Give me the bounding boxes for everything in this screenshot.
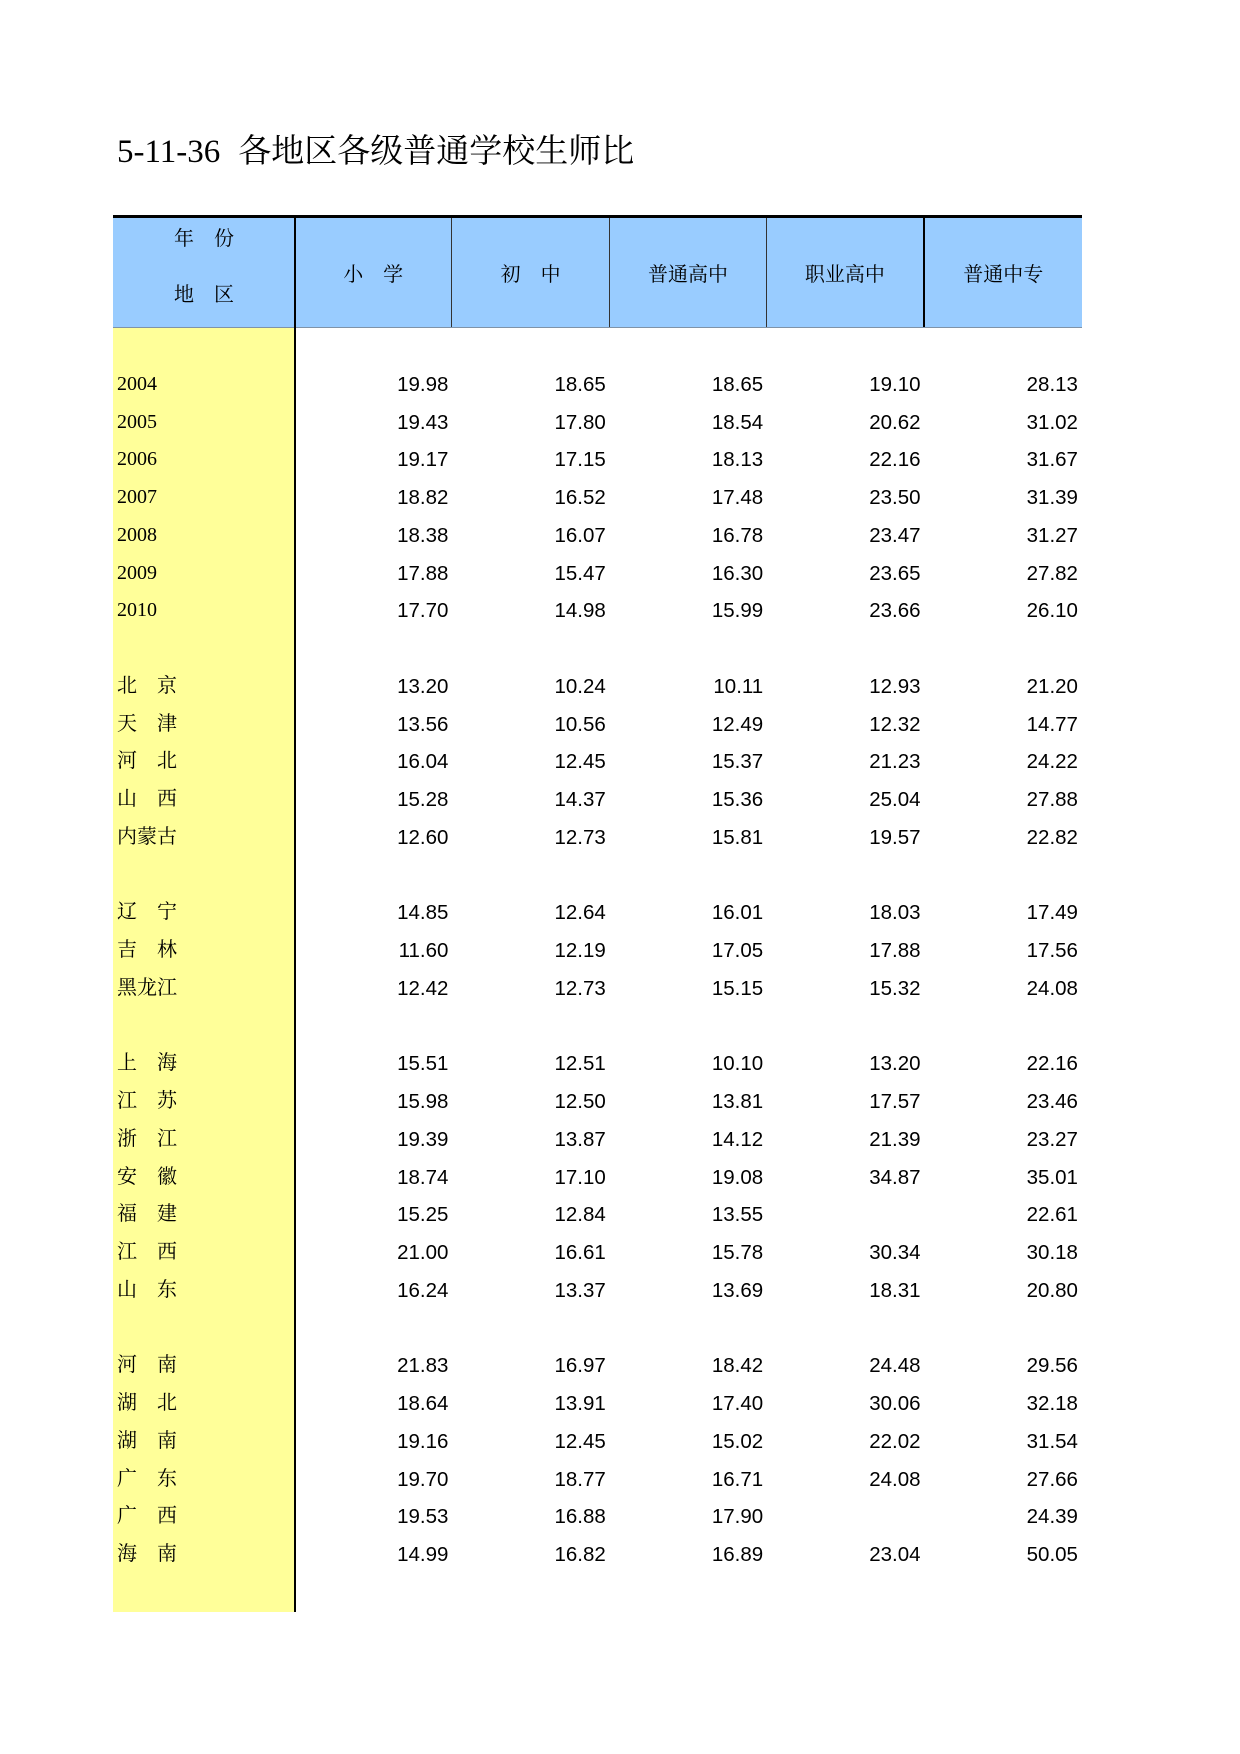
value-cell-regular-secondary-specialized: 23.27 xyxy=(1026,1127,1078,1151)
empty-cell xyxy=(925,1310,1082,1348)
value-cell-vocational-senior-high: 23.65 xyxy=(869,561,921,585)
empty-cell xyxy=(295,1574,452,1612)
table-row xyxy=(113,1083,1082,1121)
table-row xyxy=(113,1423,1082,1461)
value-cell-vocational-senior-high: 24.08 xyxy=(869,1467,921,1491)
value-cell-vocational-senior-high: 23.50 xyxy=(869,486,921,509)
value-cell-junior-middle: 14.98 xyxy=(554,599,606,623)
value-cell-regular-senior-high: 15.81 xyxy=(711,825,764,849)
empty-cell xyxy=(610,1574,767,1612)
table-row xyxy=(113,706,1082,744)
value-cell-regular-secondary-specialized: 29.56 xyxy=(1026,1354,1078,1378)
value-cell-primary-school: 21.00 xyxy=(397,1241,449,1264)
value-cell-junior-middle: 16.61 xyxy=(554,1241,606,1264)
table-row xyxy=(113,1536,1082,1574)
table-row xyxy=(113,441,1082,479)
empty-cell xyxy=(610,857,767,895)
row-label: 湖 北 xyxy=(113,1385,295,1423)
table-row xyxy=(113,366,1082,404)
value-cell-junior-middle: 18.65 xyxy=(554,372,606,396)
value-cell-primary-school: 18.82 xyxy=(397,486,449,509)
empty-cell xyxy=(452,1574,609,1612)
empty-cell xyxy=(295,630,452,668)
value-cell-regular-secondary-specialized: 35.01 xyxy=(1026,1165,1078,1189)
label-column-divider xyxy=(294,215,296,1612)
value-cell-primary-school: 19.70 xyxy=(397,1467,449,1491)
value-cell-junior-middle: 12.45 xyxy=(554,750,606,774)
empty-cell xyxy=(767,328,924,366)
value-cell-primary-school: 15.51 xyxy=(397,1052,449,1076)
row-label: 河 北 xyxy=(113,743,295,781)
value-cell-junior-middle: 13.37 xyxy=(554,1278,606,1302)
table-row xyxy=(113,970,1082,1008)
value-cell-regular-senior-high: 16.30 xyxy=(711,561,764,585)
table-row xyxy=(113,1045,1082,1083)
value-cell-regular-senior-high: 17.90 xyxy=(711,1505,764,1529)
empty-cell xyxy=(295,328,452,366)
value-cell-vocational-senior-high: 18.31 xyxy=(869,1278,921,1302)
value-cell-primary-school: 15.98 xyxy=(397,1090,449,1113)
value-cell-regular-secondary-specialized: 27.82 xyxy=(1026,561,1078,585)
row-label: 江 苏 xyxy=(113,1083,295,1121)
table-row xyxy=(113,932,1082,970)
header-region-label: 地 区 xyxy=(174,284,234,306)
row-label-cell-empty xyxy=(113,857,295,895)
row-label: 山 东 xyxy=(113,1272,295,1310)
table-number: 5-11-36 xyxy=(117,134,221,170)
empty-cell xyxy=(452,328,609,366)
value-cell-vocational-senior-high: 30.06 xyxy=(869,1392,921,1415)
value-cell-regular-secondary-specialized: 17.56 xyxy=(1026,939,1078,962)
value-cell-junior-middle: 10.56 xyxy=(554,712,606,736)
value-cell-primary-school: 16.04 xyxy=(397,750,449,774)
value-cell-junior-middle: 17.10 xyxy=(554,1165,606,1189)
value-cell-regular-secondary-specialized: 23.46 xyxy=(1026,1090,1078,1113)
value-cell-primary-school: 15.25 xyxy=(397,1203,449,1227)
value-cell-vocational-senior-high: 22.16 xyxy=(869,448,921,472)
row-label: 吉 林 xyxy=(113,932,295,970)
value-cell-regular-secondary-specialized: 26.10 xyxy=(1026,599,1078,623)
row-label: 2005 xyxy=(113,404,295,442)
value-cell-junior-middle: 10.24 xyxy=(554,674,606,698)
table-row xyxy=(113,1196,1082,1234)
value-cell-vocational-senior-high: 21.23 xyxy=(869,750,921,774)
value-cell-regular-secondary-specialized: 31.02 xyxy=(1026,410,1078,434)
value-cell-primary-school: 19.43 xyxy=(397,410,449,434)
value-cell-junior-middle: 16.52 xyxy=(554,486,606,509)
header-corner-cell xyxy=(113,218,295,327)
value-cell-junior-middle: 14.37 xyxy=(554,788,606,811)
value-cell-regular-senior-high: 18.42 xyxy=(711,1354,764,1378)
table-row xyxy=(113,894,1082,932)
table-row xyxy=(113,1234,1082,1272)
value-cell-primary-school: 16.24 xyxy=(397,1278,449,1302)
value-cell-regular-senior-high: 12.49 xyxy=(711,712,764,736)
value-cell-vocational-senior-high xyxy=(767,1498,924,1536)
value-cell-regular-secondary-specialized: 31.27 xyxy=(1026,523,1078,547)
row-label-cell-empty xyxy=(113,1008,295,1046)
value-cell-junior-middle: 17.80 xyxy=(554,410,606,434)
value-cell-primary-school: 13.20 xyxy=(397,674,449,698)
value-cell-vocational-senior-high: 24.48 xyxy=(869,1354,921,1378)
table-row xyxy=(113,1121,1082,1159)
row-label-cell-empty xyxy=(113,1574,295,1612)
value-cell-primary-school: 11.60 xyxy=(398,939,449,962)
value-cell-regular-senior-high: 13.69 xyxy=(711,1278,764,1302)
row-label: 2007 xyxy=(113,479,295,517)
table-title: 各地区各级普通学校生师比 xyxy=(238,134,635,170)
value-cell-regular-senior-high: 17.05 xyxy=(711,939,764,962)
value-cell-regular-secondary-specialized: 28.13 xyxy=(1026,372,1078,396)
value-cell-regular-senior-high: 17.48 xyxy=(711,486,764,509)
row-label: 2008 xyxy=(113,517,295,555)
value-cell-regular-senior-high: 15.78 xyxy=(711,1241,764,1264)
value-cell-junior-middle: 18.77 xyxy=(554,1467,606,1491)
row-label: 福 建 xyxy=(113,1196,295,1234)
row-label: 广 东 xyxy=(113,1461,295,1499)
empty-cell xyxy=(610,1310,767,1348)
row-label: 北 京 xyxy=(113,668,295,706)
value-cell-junior-middle: 17.15 xyxy=(554,448,606,472)
value-cell-regular-senior-high: 15.15 xyxy=(711,976,764,1000)
empty-cell xyxy=(295,1008,452,1046)
value-cell-regular-secondary-specialized: 32.18 xyxy=(1026,1392,1078,1415)
table-row xyxy=(113,819,1082,857)
empty-cell xyxy=(452,1008,609,1046)
value-cell-vocational-senior-high: 12.32 xyxy=(869,712,921,736)
value-cell-primary-school: 18.64 xyxy=(397,1392,449,1415)
empty-cell xyxy=(767,1574,924,1612)
value-cell-regular-senior-high: 18.65 xyxy=(711,372,764,396)
table-row xyxy=(113,517,1082,555)
row-label: 湖 南 xyxy=(113,1423,295,1461)
table-row xyxy=(113,668,1082,706)
header-regular-senior-high: 普通高中 xyxy=(610,218,767,327)
empty-cell xyxy=(925,857,1082,895)
value-cell-regular-senior-high: 18.54 xyxy=(711,410,764,434)
value-cell-primary-school: 18.74 xyxy=(397,1165,449,1189)
header-regular-secondary-specialized: 普通中专 xyxy=(963,264,1044,286)
value-cell-junior-middle: 12.50 xyxy=(554,1090,606,1113)
value-cell-regular-secondary-specialized: 22.16 xyxy=(1026,1052,1078,1076)
value-cell-primary-school: 12.42 xyxy=(397,976,449,1000)
value-cell-regular-secondary-specialized: 24.08 xyxy=(1026,976,1078,1000)
row-label: 天 津 xyxy=(113,706,295,744)
value-cell-vocational-senior-high: 17.88 xyxy=(869,939,921,962)
empty-cell xyxy=(767,630,924,668)
value-cell-junior-middle: 12.45 xyxy=(554,1429,606,1453)
row-label: 辽 宁 xyxy=(113,894,295,932)
value-cell-regular-senior-high: 15.36 xyxy=(711,788,764,811)
value-cell-vocational-senior-high: 25.04 xyxy=(869,788,921,811)
value-cell-junior-middle: 12.51 xyxy=(554,1052,606,1076)
empty-cell xyxy=(767,1008,924,1046)
table-row xyxy=(113,1272,1082,1310)
value-cell-regular-senior-high: 16.01 xyxy=(711,901,764,925)
value-cell-vocational-senior-high: 23.47 xyxy=(869,523,921,547)
spacer-row xyxy=(113,328,1082,366)
value-cell-junior-middle: 13.91 xyxy=(554,1392,606,1415)
value-cell-regular-secondary-specialized: 24.39 xyxy=(1026,1505,1078,1529)
table-header xyxy=(113,218,1082,328)
value-cell-regular-senior-high: 10.10 xyxy=(711,1052,764,1076)
empty-cell xyxy=(610,328,767,366)
value-cell-regular-secondary-specialized: 22.82 xyxy=(1026,825,1078,849)
spacer-row xyxy=(113,1310,1082,1348)
table-row xyxy=(113,1385,1082,1423)
value-cell-regular-secondary-specialized: 22.61 xyxy=(1026,1203,1078,1227)
value-cell-regular-secondary-specialized: 27.88 xyxy=(1026,788,1078,811)
value-cell-vocational-senior-high: 22.02 xyxy=(869,1429,921,1453)
value-cell-primary-school: 18.38 xyxy=(397,523,449,547)
value-cell-regular-secondary-specialized: 31.39 xyxy=(1026,486,1078,509)
table-row xyxy=(113,479,1082,517)
spacer-row xyxy=(113,1574,1082,1612)
value-cell-regular-secondary-specialized: 30.18 xyxy=(1026,1241,1078,1264)
data-table xyxy=(113,215,1082,1612)
header-junior-middle: 初 中 xyxy=(452,218,609,327)
value-cell-primary-school: 17.70 xyxy=(397,599,449,623)
row-label: 黑龙江 xyxy=(113,970,295,1008)
row-label: 海 南 xyxy=(113,1536,295,1574)
value-cell-regular-senior-high: 16.71 xyxy=(711,1467,764,1491)
value-cell-regular-secondary-specialized: 31.67 xyxy=(1026,448,1078,472)
value-cell-regular-senior-high: 15.02 xyxy=(711,1429,764,1453)
value-cell-regular-senior-high: 18.13 xyxy=(711,448,764,472)
value-cell-regular-senior-high: 16.78 xyxy=(711,523,764,547)
row-label: 江 西 xyxy=(113,1234,295,1272)
value-cell-regular-secondary-specialized: 17.49 xyxy=(1026,901,1078,925)
value-cell-vocational-senior-high: 12.93 xyxy=(869,674,921,698)
empty-cell xyxy=(452,1310,609,1348)
table-row xyxy=(113,781,1082,819)
spacer-row xyxy=(113,1008,1082,1046)
value-cell-primary-school: 19.16 xyxy=(397,1429,449,1453)
value-cell-junior-middle: 12.73 xyxy=(554,825,606,849)
value-cell-regular-senior-high: 17.40 xyxy=(711,1392,764,1415)
value-cell-regular-senior-high: 19.08 xyxy=(711,1165,764,1189)
table-row xyxy=(113,555,1082,593)
value-cell-vocational-senior-high: 19.10 xyxy=(869,372,921,396)
value-cell-vocational-senior-high: 21.39 xyxy=(869,1127,921,1151)
value-cell-primary-school: 19.53 xyxy=(397,1505,449,1529)
value-cell-regular-senior-high: 13.55 xyxy=(711,1203,764,1227)
empty-cell xyxy=(925,630,1082,668)
empty-cell xyxy=(452,630,609,668)
value-cell-regular-secondary-specialized: 14.77 xyxy=(1026,712,1078,736)
value-cell-primary-school: 14.99 xyxy=(397,1543,449,1566)
value-cell-primary-school: 13.56 xyxy=(397,712,449,736)
value-cell-primary-school: 12.60 xyxy=(397,825,449,849)
value-cell-vocational-senior-high: 23.66 xyxy=(869,599,921,623)
value-cell-junior-middle: 16.97 xyxy=(554,1354,606,1378)
value-cell-regular-senior-high: 13.81 xyxy=(711,1090,764,1113)
row-label-cell-empty xyxy=(113,630,295,668)
empty-cell xyxy=(925,1574,1082,1612)
value-cell-regular-secondary-specialized: 50.05 xyxy=(1026,1543,1078,1566)
value-cell-vocational-senior-high: 18.03 xyxy=(869,901,921,925)
table-row xyxy=(113,1498,1082,1536)
page-title xyxy=(117,131,634,173)
value-cell-junior-middle: 16.07 xyxy=(554,523,606,547)
value-cell-primary-school: 17.88 xyxy=(397,561,449,585)
spacer-row xyxy=(113,857,1082,895)
table-row xyxy=(113,592,1082,630)
table-row xyxy=(113,1159,1082,1197)
value-cell-junior-middle: 12.64 xyxy=(554,901,606,925)
header-year-label: 年 份 xyxy=(174,228,234,250)
row-label: 上 海 xyxy=(113,1045,295,1083)
value-cell-regular-secondary-specialized: 27.66 xyxy=(1026,1467,1078,1491)
value-cell-primary-school: 19.98 xyxy=(397,372,449,396)
value-cell-junior-middle: 16.82 xyxy=(554,1543,606,1566)
table-row xyxy=(113,1347,1082,1385)
value-cell-vocational-senior-high: 34.87 xyxy=(869,1165,921,1189)
value-cell-junior-middle: 15.47 xyxy=(554,561,606,585)
spacer-row xyxy=(113,630,1082,668)
empty-cell xyxy=(925,1008,1082,1046)
empty-cell xyxy=(925,328,1082,366)
table-row xyxy=(113,743,1082,781)
value-cell-vocational-senior-high: 30.34 xyxy=(869,1241,921,1264)
value-cell-regular-secondary-specialized: 21.20 xyxy=(1026,674,1078,698)
row-label: 浙 江 xyxy=(113,1121,295,1159)
row-label: 广 西 xyxy=(113,1498,295,1536)
value-cell-vocational-senior-high: 23.04 xyxy=(869,1543,921,1566)
row-label: 2009 xyxy=(113,555,295,593)
table-body xyxy=(113,328,1082,1612)
empty-cell xyxy=(610,1008,767,1046)
empty-cell xyxy=(295,857,452,895)
value-cell-primary-school: 14.85 xyxy=(397,901,449,925)
value-cell-regular-senior-high: 16.89 xyxy=(711,1543,764,1566)
value-cell-primary-school: 15.28 xyxy=(397,788,449,811)
value-cell-regular-secondary-specialized: 24.22 xyxy=(1026,750,1078,774)
row-label-cell-empty xyxy=(113,1310,295,1348)
row-label: 安 徽 xyxy=(113,1159,295,1197)
value-cell-regular-secondary-specialized: 20.80 xyxy=(1026,1278,1078,1302)
empty-cell xyxy=(610,630,767,668)
value-cell-regular-senior-high: 15.99 xyxy=(711,599,764,623)
value-cell-regular-senior-high: 10.11 xyxy=(713,674,764,698)
empty-cell xyxy=(767,1310,924,1348)
value-cell-junior-middle: 12.19 xyxy=(554,939,606,962)
row-label: 山 西 xyxy=(113,781,295,819)
row-label: 2006 xyxy=(113,441,295,479)
value-cell-vocational-senior-high xyxy=(767,1196,924,1234)
value-cell-vocational-senior-high: 13.20 xyxy=(869,1052,921,1076)
value-cell-vocational-senior-high: 19.57 xyxy=(869,825,921,849)
value-cell-junior-middle: 16.88 xyxy=(554,1505,606,1529)
row-label: 2004 xyxy=(113,366,295,404)
row-label-cell-empty xyxy=(113,328,295,366)
value-cell-primary-school: 19.17 xyxy=(397,448,449,472)
table-row xyxy=(113,1461,1082,1499)
value-cell-junior-middle: 12.84 xyxy=(554,1203,606,1227)
value-cell-vocational-senior-high: 20.62 xyxy=(869,410,921,434)
row-label: 2010 xyxy=(113,592,295,630)
empty-cell xyxy=(767,857,924,895)
row-label: 河 南 xyxy=(113,1347,295,1385)
table-row xyxy=(113,404,1082,442)
value-cell-primary-school: 19.39 xyxy=(397,1127,449,1151)
row-label: 内蒙古 xyxy=(113,819,295,857)
empty-cell xyxy=(452,857,609,895)
header-vocational-senior-high: 职业高中 xyxy=(767,218,924,327)
value-cell-regular-secondary-specialized: 31.54 xyxy=(1026,1429,1078,1453)
value-cell-vocational-senior-high: 15.32 xyxy=(869,976,921,1000)
value-cell-primary-school: 21.83 xyxy=(397,1354,449,1378)
value-cell-vocational-senior-high: 17.57 xyxy=(869,1090,921,1113)
value-cell-regular-senior-high: 15.37 xyxy=(711,750,764,774)
value-cell-regular-senior-high: 14.12 xyxy=(711,1127,764,1151)
header-primary-school: 小 学 xyxy=(295,218,452,327)
value-cell-junior-middle: 13.87 xyxy=(554,1127,606,1151)
empty-cell xyxy=(295,1310,452,1348)
value-cell-junior-middle: 12.73 xyxy=(554,976,606,1000)
